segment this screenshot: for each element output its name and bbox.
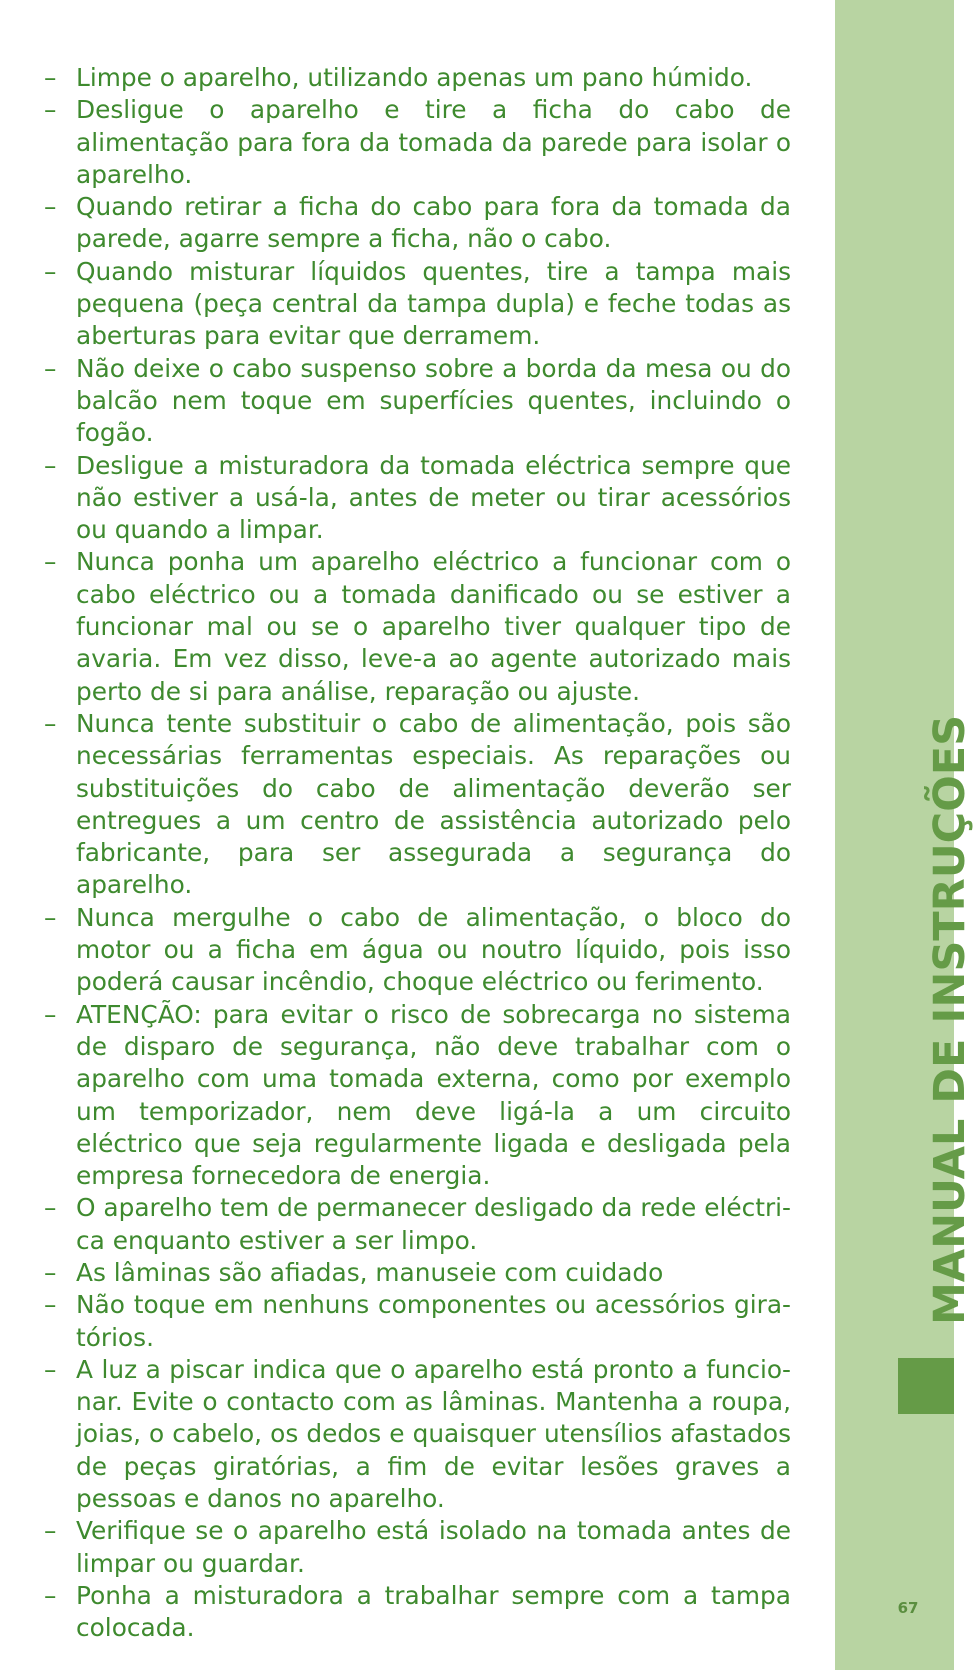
list-item-text: Não deixe o cabo suspenso sobre a borda da mesa ou do balcão nem toque em superfícies quentes, incluindo o fogão.	[76, 353, 791, 448]
list-item-text: Desligue o aparelho e tire a ficha do cabo de alimentação para fora da tomada da parede para isolar o aparelho.	[76, 95, 791, 189]
bullet-dash: –	[44, 1354, 57, 1384]
list-item-text: ATENÇÃO: para evitar o risco de sobrecarga no sistema de disparo de segurança, não deve trabalhar com o aparelho com uma tomada externa, como por exemplo um temporizador, nem deve ligá-la a um circuito eléctrico que seja regularmente ligada e desligada pela empresa fornecedora de energia.	[76, 999, 791, 1191]
list-item	[44, 999, 791, 1193]
list-item-text: Desligue a misturadora da tomada eléctrica sempre que não estiver a usá-la, antes de meter ou tirar acessórios ou quando a limpar.	[76, 450, 791, 545]
list-item-text: Ponha a misturadora a trabalhar sempre com a tampa colocada.	[76, 1580, 791, 1643]
bullet-dash: –	[44, 95, 57, 125]
list-item	[44, 708, 791, 902]
bullet-dash: –	[44, 902, 57, 932]
list-item	[44, 62, 791, 94]
list-item	[44, 1257, 791, 1289]
list-item-text: A luz a piscar indica que o aparelho está pronto a funcionar. Evite o contacto com as lâminas. Mantenha a roupa, joias, o cabelo, os dedos e quaisquer utensílios afastados de peças giratórias, a fim de evitar lesões graves a pessoas e danos no aparelho.	[76, 1354, 791, 1514]
bullet-dash: –	[44, 192, 57, 222]
bullet-dash: –	[44, 353, 57, 383]
list-item	[44, 256, 791, 353]
list-item	[44, 1515, 791, 1580]
page-number: 67	[897, 1599, 919, 1617]
list-item-text: Limpe o aparelho, utilizando apenas um pano húmido.	[76, 63, 753, 92]
list-item	[44, 1289, 791, 1354]
list-item-text: Nunca ponha um aparelho eléctrico a funcionar com o cabo eléctrico ou a tomada danificado ou se estiver a funcionar mal ou se o aparelho tiver qualquer tipo de avaria. Em vez disso, leve-a ao agente autorizado mais perto de si para análise, reparação ou ajuste.	[76, 547, 791, 706]
bullet-dash: –	[44, 256, 57, 286]
bullet-dash: –	[44, 1580, 57, 1610]
list-item	[44, 546, 791, 707]
list-item-text: Quando misturar líquidos quentes, tire a tampa mais pequena (peça central da tampa dupla) e feche todas as aberturas para evitar que derramem.	[76, 256, 791, 351]
list-item	[44, 902, 791, 999]
list-item-text: Quando retirar a ficha do cabo para fora da tomada da parede, agarre sempre a ficha, não o cabo.	[76, 192, 791, 254]
list-item-text: O aparelho tem de permanecer desligado da rede eléctrica enquanto estiver a ser limpo.	[76, 1193, 791, 1255]
bullet-dash: –	[44, 450, 57, 480]
bullet-dash: –	[44, 1193, 57, 1223]
bullet-dash: –	[44, 547, 57, 577]
sidebar-accent-block	[898, 1358, 954, 1414]
list-item	[44, 450, 791, 547]
list-item-text: As lâminas são afiadas, manuseie com cuidado	[76, 1257, 664, 1287]
bullet-dash: –	[44, 1516, 57, 1546]
list-item	[44, 1354, 791, 1515]
bullet-dash: –	[44, 1257, 57, 1287]
safety-instructions-list	[44, 62, 791, 1645]
bullet-dash: –	[44, 63, 57, 92]
bullet-dash: –	[44, 708, 57, 738]
list-item	[44, 191, 791, 256]
list-item	[44, 353, 791, 450]
list-item-text: Verifique se o aparelho está isolado na tomada antes de limpar ou guardar.	[76, 1516, 791, 1578]
list-item-text: Nunca mergulhe o cabo de alimentação, o bloco do motor ou a ficha em água ou noutro líquido, pois isso poderá causar incêndio, choque eléctrico ou ferimento.	[76, 902, 791, 997]
bullet-dash: –	[44, 999, 57, 1029]
list-item	[44, 1192, 791, 1257]
list-item	[44, 94, 791, 191]
list-item-text: Nunca tente substituir o cabo de alimentação, pois são necessárias ferramentas especiais. As reparações ou substituições do cabo de alimentação deverão ser entregues a um centro de assistência autorizado pelo fabricante, para ser assegurada a segurança do aparelho.	[76, 708, 791, 900]
bullet-dash: –	[44, 1290, 57, 1320]
list-item	[44, 1580, 791, 1645]
list-item-text: Não toque em nenhuns componentes ou acessórios giratórios.	[76, 1290, 791, 1352]
section-title: MANUAL DE INSTRUÇÕES	[925, 714, 975, 1325]
